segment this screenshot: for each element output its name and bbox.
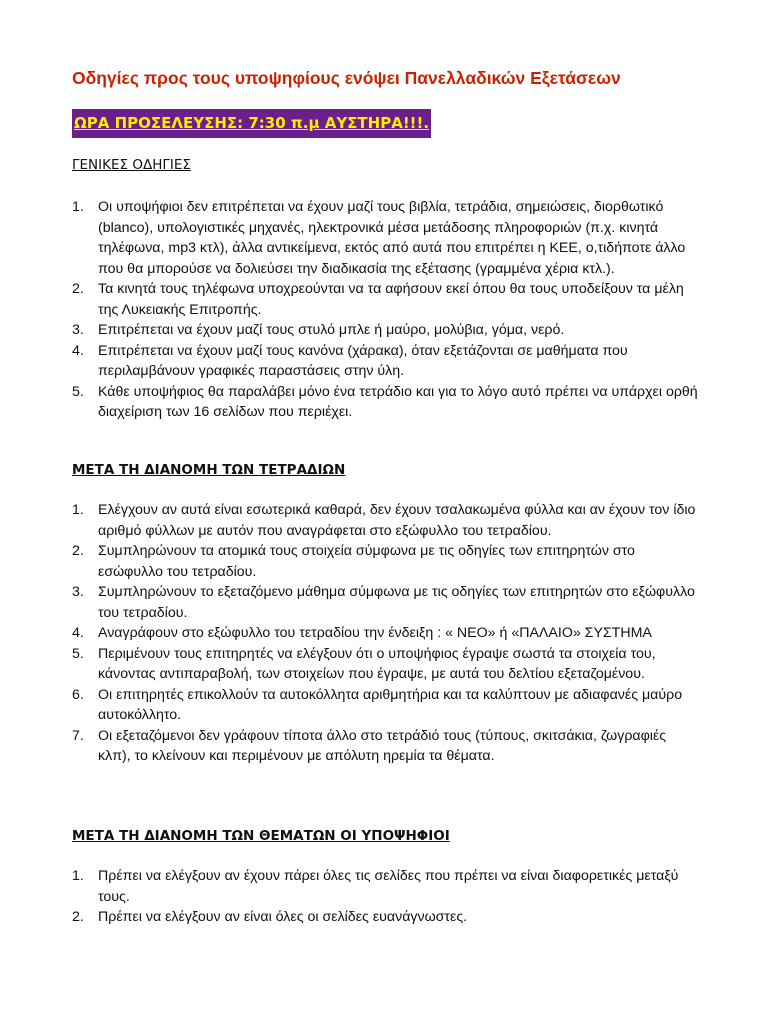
arrival-time-banner: ΩΡΑ ΠΡΟΣΕΛΕΥΣΗΣ: 7:30 π.μ ΑΥΣΤΗΡΑ!!!.	[72, 109, 431, 138]
item-number: 1.	[72, 868, 84, 884]
topics-instructions-list	[72, 866, 702, 928]
list-item	[72, 341, 702, 382]
item-number: 2.	[72, 543, 84, 559]
item-number: 4.	[72, 342, 84, 359]
list-item	[72, 623, 702, 644]
item-text: Περιμένουν τους επιτηρητές να ελέγξουν ότι ο υποψήφιος έγραψε σωστά τα στοιχεία του, κάνοντας αντιπαραβολή, των στοιχείων που έγραψε, με αυτά του δελτίου εξεταζομένου.	[98, 645, 656, 682]
item-text: Επιτρέπεται να έχουν μαζί τους στυλό μπλε ή μαύρο, μολύβια, γόμα, νερό.	[98, 322, 565, 338]
item-number: 7.	[72, 727, 84, 744]
item-text: Οι εξεταζόμενοι δεν γράφουν τίποτα άλλο στο τετράδιό τους (τύπους, σκιτσάκια, ζωγραφιές κλπ), το κλείνουν και περιμένουν με απόλυτη ηρεμία τα θέματα.	[98, 727, 667, 764]
item-text: Πρέπει να ελέγξουν αν έχουν πάρει όλες τις σελίδες που πρέπει να είναι διαφορετικές μεταξύ τους.	[98, 868, 679, 905]
list-item	[72, 582, 702, 623]
list-item	[72, 907, 702, 928]
general-instructions-list	[72, 197, 702, 423]
list-item	[72, 197, 702, 279]
item-text: Επιτρέπεται να έχουν μαζί τους κανόνα (χάρακα), όταν εξετάζονται σε μαθήματα που περιλαμβάνουν γραφικές παραστάσεις στην ύλη.	[98, 342, 628, 379]
item-text: Οι επιτηρητές επικολλούν τα αυτοκόλλητα αριθμητήρια και τα καλύπτουν με αδιαφανές μαύρο αυτοκόλλητο.	[98, 686, 683, 723]
item-number: 5.	[72, 645, 84, 662]
list-item	[72, 320, 702, 341]
item-number: 5.	[72, 383, 84, 400]
item-text: Κάθε υποψήφιος θα παραλάβει μόνο ένα τετράδιο και για το λόγο αυτό πρέπει να υπάρχει ορθή διαχείριση των 16 σελίδων που περιέχει.	[98, 383, 698, 420]
list-item	[72, 541, 702, 582]
item-number: 3.	[72, 584, 84, 600]
section-heading-notebooks: ΜΕΤΑ ΤΗ ΔΙΑΝΟΜΗ ΤΩΝ ΤΕΤΡΑΔΙΩΝ	[72, 462, 346, 478]
item-text: Συμπληρώνουν το εξεταζόμενο μάθημα σύμφωνα με τις οδηγίες των επιτηρητών στο εξώφυλλο του τετραδίου.	[98, 584, 695, 621]
item-number: 4.	[72, 625, 84, 641]
list-item	[72, 866, 702, 907]
item-text: Ελέγχουν αν αυτά είναι εσωτερικά καθαρά, δεν έχουν τσαλακωμένα φύλλα και αν έχουν τον ίδιο αριθμό φύλλων με αυτόν που αναγράφεται στο εξώφυλλο του τετραδίου.	[98, 502, 696, 539]
section-heading-general: ΓΕΝΙΚΕΣ ΟΔΗΓΙΕΣ	[72, 157, 191, 173]
item-number: 1.	[72, 199, 84, 215]
document-title: Οδηγίες προς τους υποψηφίους ενόψει Πανελλαδικών Εξετάσεων	[72, 68, 621, 88]
list-item	[72, 382, 702, 423]
list-item	[72, 726, 702, 767]
list-item	[72, 644, 702, 685]
list-item	[72, 685, 702, 726]
item-text: Αναγράφουν στο εξώφυλλο του τετραδίου την ένδειξη : « ΝΕΟ» ή «ΠΑΛΑΙΟ» ΣΥΣΤΗΜΑ	[98, 625, 652, 641]
item-number: 1.	[72, 502, 84, 518]
item-number: 2.	[72, 909, 84, 925]
item-number: 6.	[72, 686, 84, 703]
section-heading-topics: ΜΕΤΑ ΤΗ ΔΙΑΝΟΜΗ ΤΩΝ ΘΕΜΑΤΩΝ ΟΙ ΥΠΟΨΗΦΙΟΙ	[72, 828, 450, 844]
item-number: 2.	[72, 281, 84, 297]
item-text: Οι υποψήφιοι δεν επιτρέπεται να έχουν μαζί τους βιβλία, τετράδια, σημειώσεις, διορθωτικό (blanco), υπολογιστικές μηχανές, ηλεκτρονικά μέσα μετάδοσης πληροφοριών (π.χ. κινητά τηλέφωνα, mp3 κτλ), άλλα αντικείμενα, εκτός από αυτά που επιτρέπει η ΚΕΕ, ο,τιδήποτε άλλο που θα μπορούσε να δολιεύσει την διαδικασία της εξέτασης (γραμμένα χέρια κτλ.).	[98, 199, 686, 277]
item-number: 3.	[72, 322, 84, 338]
notebook-instructions-list	[72, 500, 702, 767]
item-text: Τα κινητά τους τηλέφωνα υποχρεούνται να τα αφήσουν εκεί όπου θα τους υποδείξουν τα μέλη της Λυκειακής Επιτροπής.	[98, 281, 684, 318]
list-item	[72, 279, 702, 320]
item-text: Πρέπει να ελέγξουν αν είναι όλες οι σελίδες ευανάγνωστες.	[98, 909, 468, 925]
list-item	[72, 500, 702, 541]
item-text: Συμπληρώνουν τα ατομικά τους στοιχεία σύμφωνα με τις οδηγίες των επιτηρητών στο εσώφυλλο του τετραδίου.	[98, 543, 635, 580]
